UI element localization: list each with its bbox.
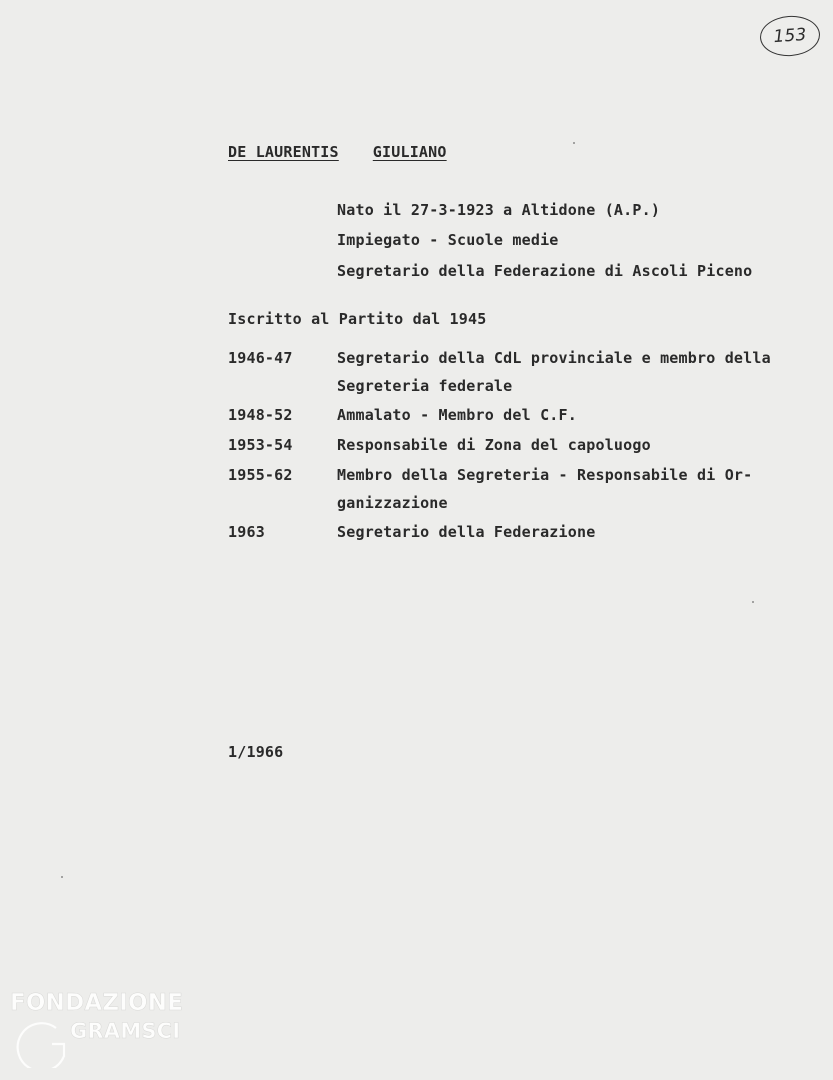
career-description-continued: ganizzazione — [337, 494, 448, 512]
career-description-continued: Segreteria federale — [337, 377, 513, 395]
career-year: 1948-52 — [228, 406, 293, 424]
first-name: GIULIANO — [372, 143, 447, 161]
career-year: 1963 — [228, 523, 265, 541]
paper-speck — [61, 876, 63, 878]
watermark-line-2: GRAMSCI — [70, 1019, 181, 1043]
document-date: 1/1966 — [228, 743, 284, 761]
page-number-stamp: 153 — [759, 14, 822, 58]
paper-speck — [573, 142, 575, 144]
career-year: 1953-54 — [228, 436, 293, 454]
membership-line: Iscritto al Partito dal 1945 — [228, 310, 487, 328]
career-year: 1946-47 — [228, 349, 293, 367]
career-year: 1955-62 — [228, 466, 293, 484]
birth-info: Nato il 27-3-1923 a Altidone (A.P.) — [337, 201, 661, 219]
paper-speck — [752, 601, 754, 603]
career-description: Membro della Segreteria - Responsabile di Or- — [337, 466, 753, 484]
surname: DE LAURENTIS — [228, 143, 339, 161]
person-name-heading — [228, 143, 447, 161]
occupation-info: Impiegato - Scuole medie — [337, 231, 559, 249]
fondazione-gramsci-watermark — [4, 988, 204, 1068]
career-description: Ammalato - Membro del C.F. — [337, 406, 577, 424]
career-description: Responsabile di Zona del capoluogo — [337, 436, 651, 454]
watermark-line-1: FONDAZIONE — [10, 990, 184, 1016]
career-description: Segretario della CdL provinciale e membro della — [337, 349, 771, 367]
career-description: Segretario della Federazione — [337, 523, 596, 541]
role-info: Segretario della Federazione di Ascoli Piceno — [337, 262, 753, 280]
